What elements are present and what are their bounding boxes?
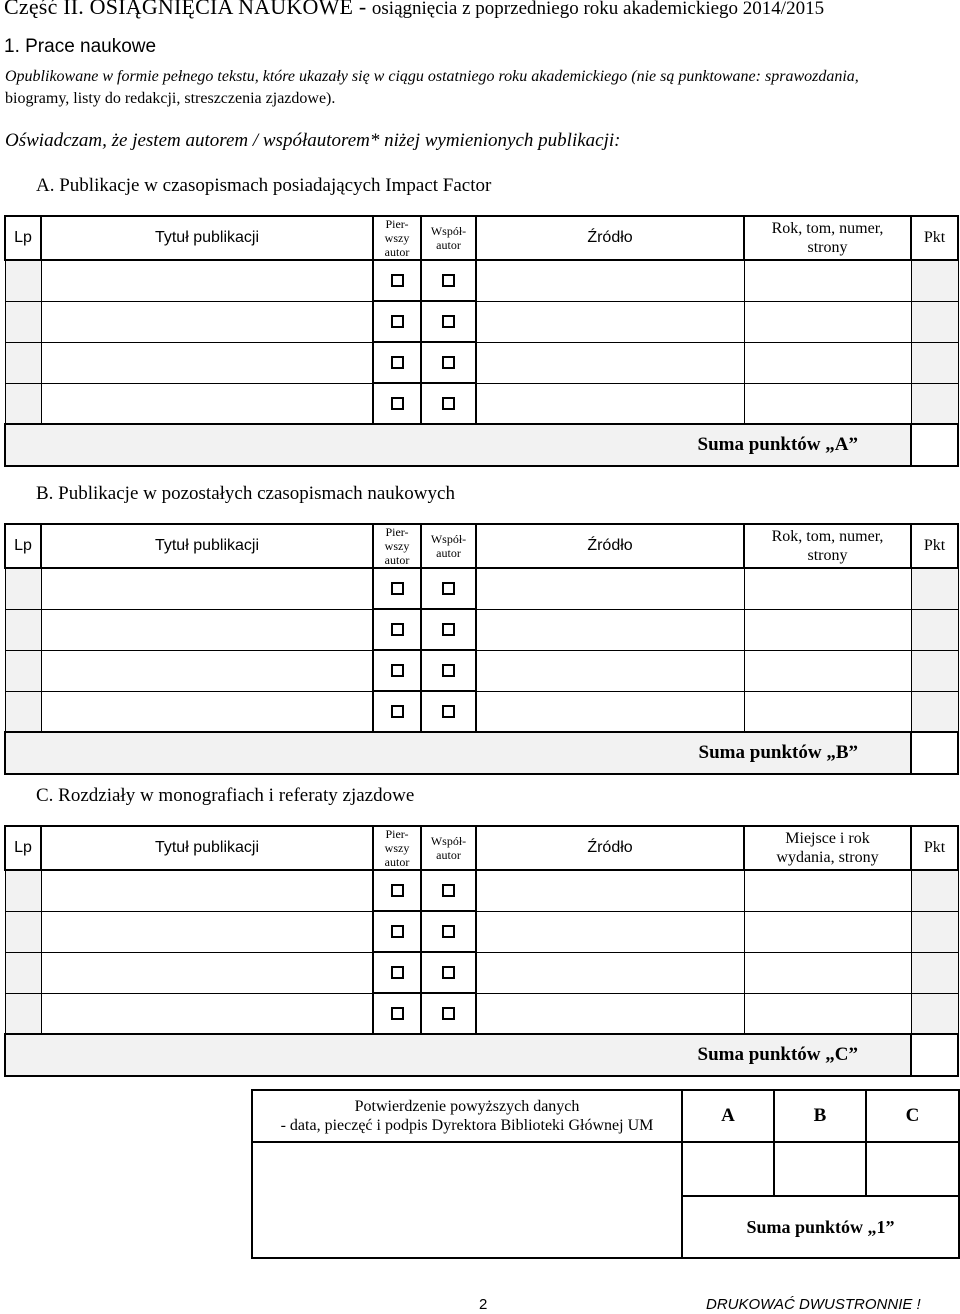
first-author-checkbox[interactable] — [391, 705, 404, 718]
source-cell[interactable] — [476, 993, 744, 1034]
title-cell[interactable] — [41, 691, 373, 732]
coauthor-cell — [421, 650, 476, 691]
coauthor-checkbox[interactable] — [442, 623, 455, 636]
coauthor-checkbox[interactable] — [442, 925, 455, 938]
header-first-author: Pier- wszy autor — [373, 826, 421, 870]
points-cell[interactable] — [911, 650, 958, 691]
first-author-cell — [373, 568, 421, 609]
confirmation-line1: Potwierdzenie powyższych danych — [354, 1098, 580, 1115]
confirmation-col-c: C — [866, 1090, 959, 1142]
first-author-checkbox[interactable] — [391, 1007, 404, 1020]
first-author-cell — [373, 691, 421, 732]
table-a-sum-row — [5, 424, 958, 466]
first-author-cell — [373, 650, 421, 691]
coauthor-cell — [421, 993, 476, 1034]
sum-value-cell[interactable] — [911, 424, 958, 466]
coauthor-cell — [421, 870, 476, 911]
coauthor-cell — [421, 691, 476, 732]
lp-cell[interactable] — [5, 568, 41, 609]
table-b-header — [5, 524, 958, 568]
sum-value-cell[interactable] — [911, 732, 958, 774]
confirmation-col-b: B — [774, 1090, 866, 1142]
first-author-cell — [373, 342, 421, 383]
table-c — [4, 825, 959, 1077]
coauthor-cell — [421, 260, 476, 301]
title-cell[interactable] — [41, 342, 373, 383]
table-a — [4, 215, 959, 467]
header-source: Źródło — [476, 216, 744, 260]
points-cell[interactable] — [911, 260, 958, 301]
lp-cell[interactable] — [5, 342, 41, 383]
sum-label: Suma punktów „B” — [5, 732, 911, 774]
first-author-checkbox[interactable] — [391, 623, 404, 636]
coauthor-checkbox[interactable] — [442, 1007, 455, 1020]
details-cell[interactable] — [744, 609, 911, 650]
table-c-title: C. Rozdziały w monografiach i referaty zjazdowe — [36, 785, 415, 806]
lp-cell[interactable] — [5, 911, 41, 952]
points-cell[interactable] — [911, 383, 958, 424]
header-coauthor: Współ- autor — [421, 524, 476, 568]
section-heading: 1. Prace naukowe — [4, 36, 157, 57]
coauthor-checkbox[interactable] — [442, 397, 455, 410]
header-first-author: Pier- wszy autor — [373, 524, 421, 568]
coauthor-checkbox[interactable] — [442, 664, 455, 677]
table-row — [5, 342, 958, 383]
table-a-title: A. Publikacje w czasopismach posiadających Impact Factor — [36, 175, 492, 196]
print-note: DRUKOWAĆ DWUSTRONNIE ! — [706, 1296, 921, 1313]
details-cell[interactable] — [744, 911, 911, 952]
details-cell[interactable] — [744, 301, 911, 342]
first-author-cell — [373, 383, 421, 424]
table-row — [5, 993, 958, 1034]
header-points: Pkt — [911, 524, 958, 568]
title-cell[interactable] — [41, 301, 373, 342]
first-author-cell — [373, 609, 421, 650]
first-author-cell — [373, 301, 421, 342]
source-cell[interactable] — [476, 383, 744, 424]
sum-value-cell[interactable] — [911, 1034, 958, 1076]
coauthor-checkbox[interactable] — [442, 884, 455, 897]
first-author-checkbox[interactable] — [391, 664, 404, 677]
header-title: Tytuł publikacji — [41, 826, 373, 870]
part-title-sub: osiągnięcia z poprzedniego roku akademickiego 2014/2015 — [371, 0, 825, 19]
details-cell[interactable] — [744, 993, 911, 1034]
header-points: Pkt — [911, 826, 958, 870]
confirmation-line2: - data, pieczęć i podpis Dyrektora Biblioteki Głównej UM — [280, 1117, 654, 1134]
source-cell[interactable] — [476, 911, 744, 952]
coauthor-cell — [421, 609, 476, 650]
table-row — [5, 301, 958, 342]
coauthor-checkbox[interactable] — [442, 582, 455, 595]
sum-label: Suma punktów „A” — [5, 424, 911, 466]
title-cell[interactable] — [41, 993, 373, 1034]
header-coauthor: Współ- autor — [421, 826, 476, 870]
table-row — [5, 952, 958, 993]
source-cell[interactable] — [476, 301, 744, 342]
source-cell[interactable] — [476, 342, 744, 383]
lp-cell[interactable] — [5, 993, 41, 1034]
header-lp: Lp — [5, 216, 41, 260]
intro-italic: Opublikowane w formie pełnego tekstu, które ukazały się w ciągu ostatniego roku akademickiego (nie są punktowane: sprawozdania, — [5, 68, 859, 85]
lp-cell[interactable] — [5, 870, 41, 911]
coauthor-checkbox[interactable] — [442, 274, 455, 287]
intro-normal: biogramy, listy do redakcji, streszczenia zjazdowe). — [5, 90, 336, 107]
title-cell[interactable] — [41, 609, 373, 650]
details-cell[interactable] — [744, 383, 911, 424]
source-cell[interactable] — [476, 691, 744, 732]
details-cell[interactable] — [744, 260, 911, 301]
table-b-sum-row — [5, 732, 958, 774]
part-title — [4, 0, 824, 20]
header-title: Tytuł publikacji — [41, 216, 373, 260]
part-title-main: Część II. OSIĄGNIĘCIA NAUKOWE - — [4, 0, 367, 19]
first-author-checkbox[interactable] — [391, 356, 404, 369]
source-cell[interactable] — [476, 870, 744, 911]
table-row — [5, 609, 958, 650]
first-author-cell — [373, 870, 421, 911]
header-source: Źródło — [476, 524, 744, 568]
title-cell[interactable] — [41, 383, 373, 424]
details-cell[interactable] — [744, 870, 911, 911]
source-cell[interactable] — [476, 952, 744, 993]
coauthor-cell — [421, 301, 476, 342]
section-intro — [5, 66, 955, 110]
lp-cell[interactable] — [5, 301, 41, 342]
declaration: Oświadczam, że jestem autorem / współautorem* niżej wymienionych publikacji: — [5, 130, 621, 151]
first-author-cell — [373, 952, 421, 993]
first-author-cell — [373, 993, 421, 1034]
table-a-header — [5, 216, 958, 260]
value-b-cell[interactable] — [774, 1142, 866, 1196]
lp-cell[interactable] — [5, 260, 41, 301]
header-coauthor: Współ- autor — [421, 216, 476, 260]
confirmation-text — [252, 1090, 682, 1142]
source-cell[interactable] — [476, 260, 744, 301]
table-c-header — [5, 826, 958, 870]
table-b — [4, 523, 959, 775]
first-author-checkbox[interactable] — [391, 274, 404, 287]
source-cell[interactable] — [476, 568, 744, 609]
header-details: Rok, tom, numer, strony — [744, 216, 911, 260]
coauthor-checkbox[interactable] — [442, 315, 455, 328]
table-row — [5, 650, 958, 691]
lp-cell[interactable] — [5, 952, 41, 993]
lp-cell[interactable] — [5, 650, 41, 691]
header-first-author: Pier- wszy autor — [373, 216, 421, 260]
table-c-sum-row — [5, 1034, 958, 1076]
confirmation-table — [251, 1089, 960, 1259]
details-cell[interactable] — [744, 568, 911, 609]
title-cell[interactable] — [41, 870, 373, 911]
table-row — [5, 870, 958, 911]
first-author-checkbox[interactable] — [391, 582, 404, 595]
page-number: 2 — [479, 1296, 488, 1313]
coauthor-cell — [421, 911, 476, 952]
details-cell[interactable] — [744, 691, 911, 732]
points-cell[interactable] — [911, 609, 958, 650]
title-cell[interactable] — [41, 260, 373, 301]
points-cell[interactable] — [911, 301, 958, 342]
first-author-checkbox[interactable] — [391, 315, 404, 328]
header-details: Rok, tom, numer, strony — [744, 524, 911, 568]
header-lp: Lp — [5, 826, 41, 870]
coauthor-checkbox[interactable] — [442, 705, 455, 718]
coauthor-cell — [421, 952, 476, 993]
header-lp: Lp — [5, 524, 41, 568]
points-cell[interactable] — [911, 870, 958, 911]
title-cell[interactable] — [41, 911, 373, 952]
points-cell[interactable] — [911, 911, 958, 952]
lp-cell[interactable] — [5, 383, 41, 424]
points-cell[interactable] — [911, 691, 958, 732]
first-author-checkbox[interactable] — [391, 884, 404, 897]
header-points: Pkt — [911, 216, 958, 260]
table-row — [5, 568, 958, 609]
title-cell[interactable] — [41, 568, 373, 609]
table-row — [5, 260, 958, 301]
table-row — [5, 383, 958, 424]
source-cell[interactable] — [476, 609, 744, 650]
points-cell[interactable] — [911, 952, 958, 993]
coauthor-cell — [421, 383, 476, 424]
table-row — [5, 911, 958, 952]
coauthor-cell — [421, 342, 476, 383]
confirmation-col-a: A — [682, 1090, 774, 1142]
first-author-checkbox[interactable] — [391, 397, 404, 410]
details-cell[interactable] — [744, 952, 911, 993]
points-cell[interactable] — [911, 993, 958, 1034]
table-row — [5, 691, 958, 732]
value-a-cell[interactable] — [682, 1142, 774, 1196]
lp-cell[interactable] — [5, 691, 41, 732]
points-cell[interactable] — [911, 568, 958, 609]
signature-area[interactable] — [252, 1142, 682, 1258]
title-cell[interactable] — [41, 952, 373, 993]
details-cell[interactable] — [744, 342, 911, 383]
details-cell[interactable] — [744, 650, 911, 691]
first-author-checkbox[interactable] — [391, 925, 404, 938]
points-cell[interactable] — [911, 342, 958, 383]
header-source: Źródło — [476, 826, 744, 870]
coauthor-cell — [421, 568, 476, 609]
value-c-cell[interactable] — [866, 1142, 959, 1196]
first-author-cell — [373, 260, 421, 301]
total-sum-label: Suma punktów „1” — [682, 1196, 959, 1258]
coauthor-checkbox[interactable] — [442, 966, 455, 979]
coauthor-checkbox[interactable] — [442, 356, 455, 369]
title-cell[interactable] — [41, 650, 373, 691]
source-cell[interactable] — [476, 650, 744, 691]
table-b-title: B. Publikacje w pozostałych czasopismach naukowych — [36, 483, 455, 504]
sum-label: Suma punktów „C” — [5, 1034, 911, 1076]
header-details: Miejsce i rok wydania, strony — [744, 826, 911, 870]
lp-cell[interactable] — [5, 609, 41, 650]
first-author-checkbox[interactable] — [391, 966, 404, 979]
header-title: Tytuł publikacji — [41, 524, 373, 568]
first-author-cell — [373, 911, 421, 952]
